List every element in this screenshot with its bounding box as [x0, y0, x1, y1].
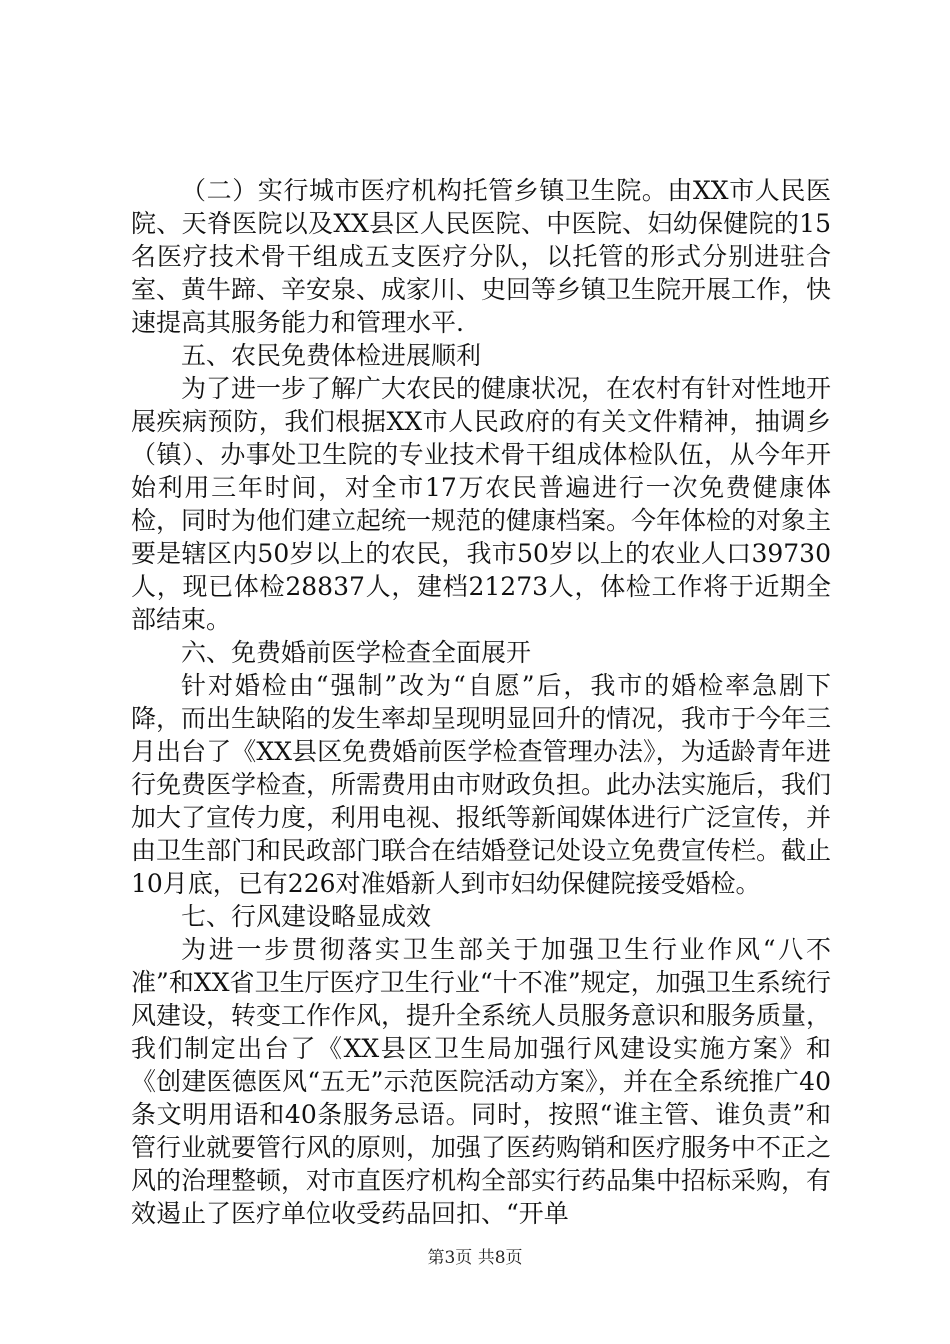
section-heading-5: 五、农民免费体检进展顺利 — [181, 341, 482, 370]
document-body — [131, 174, 831, 1230]
paragraph-hospital-trusteeship: （二）实行城市医疗机构托管乡镇卫生院。由XX市人民医院、天脊医院以及XX县区人民医院、中医院、妇幼保健院的15名医疗技术骨干组成五支医疗分队，以托管的形式分别进驻合室、黄牛蹄、辛安泉、成家川、史回等乡镇卫生院开展工作，快速提高其服务能力和管理水平. — [131, 176, 832, 337]
section-heading-7: 七、行风建设略显成效 — [181, 902, 432, 931]
paragraph-premarital-exam: 针对婚检由“强制”改为“自愿”后，我市的婚检率急剧下降，而出生缺陷的发生率却呈现明显回升的情况，我市于今年三月出台了《XX县区免费婚前医学检查管理办法》，为适龄青年进行免费医学检查，所需费用由市财政负担。此办法实施后，我们加大了宣传力度，利用电视、报纸等新闻媒体进行广泛宣传，并由卫生部门和民政部门联合在结婚登记处设立免费宣传栏。截止10月底，已有226对准婚新人到市妇幼保健院接受婚检。 — [131, 671, 832, 898]
paragraph-free-checkup: 为了进一步了解广大农民的健康状况，在农村有针对性地开展疾病预防，我们根据XX市人民政府的有关文件精神，抽调乡（镇）、办事处卫生院的专业技术骨干组成体检队伍，从今年开始利用三年时间，对全市17万农民普遍进行一次免费健康体检，同时为他们建立起统一规范的健康档案。今年体检的对象主要是辖区内50岁以上的农民，我市50岁以上的农业人口39730人，现已体检28837人，建档21273人，体检工作将于近期全部结束。 — [131, 374, 832, 634]
paragraph-conduct-building: 为进一步贯彻落实卫生部关于加强卫生行业作风“八不准”和XX省卫生厅医疗卫生行业“十不准”规定，加强卫生系统行风建设，转变工作作风，提升全系统人员服务意识和服务质量，我们制定出台了《XX县区卫生局加强行风建设实施方案》和《创建医德医风“五无”示范医院活动方案》，并在全系统推广40条文明用语和40条服务忌语。同时，按照“谁主管、谁负责”和管行业就要管行风的原则，加强了医药购销和医疗服务中不正之风的治理整顿，对市直医疗机构全部实行药品集中招标采购，有效遏止了医疗单位收受药品回扣、“开单 — [131, 935, 832, 1228]
section-heading-6: 六、免费婚前医学检查全面展开 — [181, 638, 532, 667]
page-number-footer: 第3页 共8页 — [427, 1248, 523, 1268]
